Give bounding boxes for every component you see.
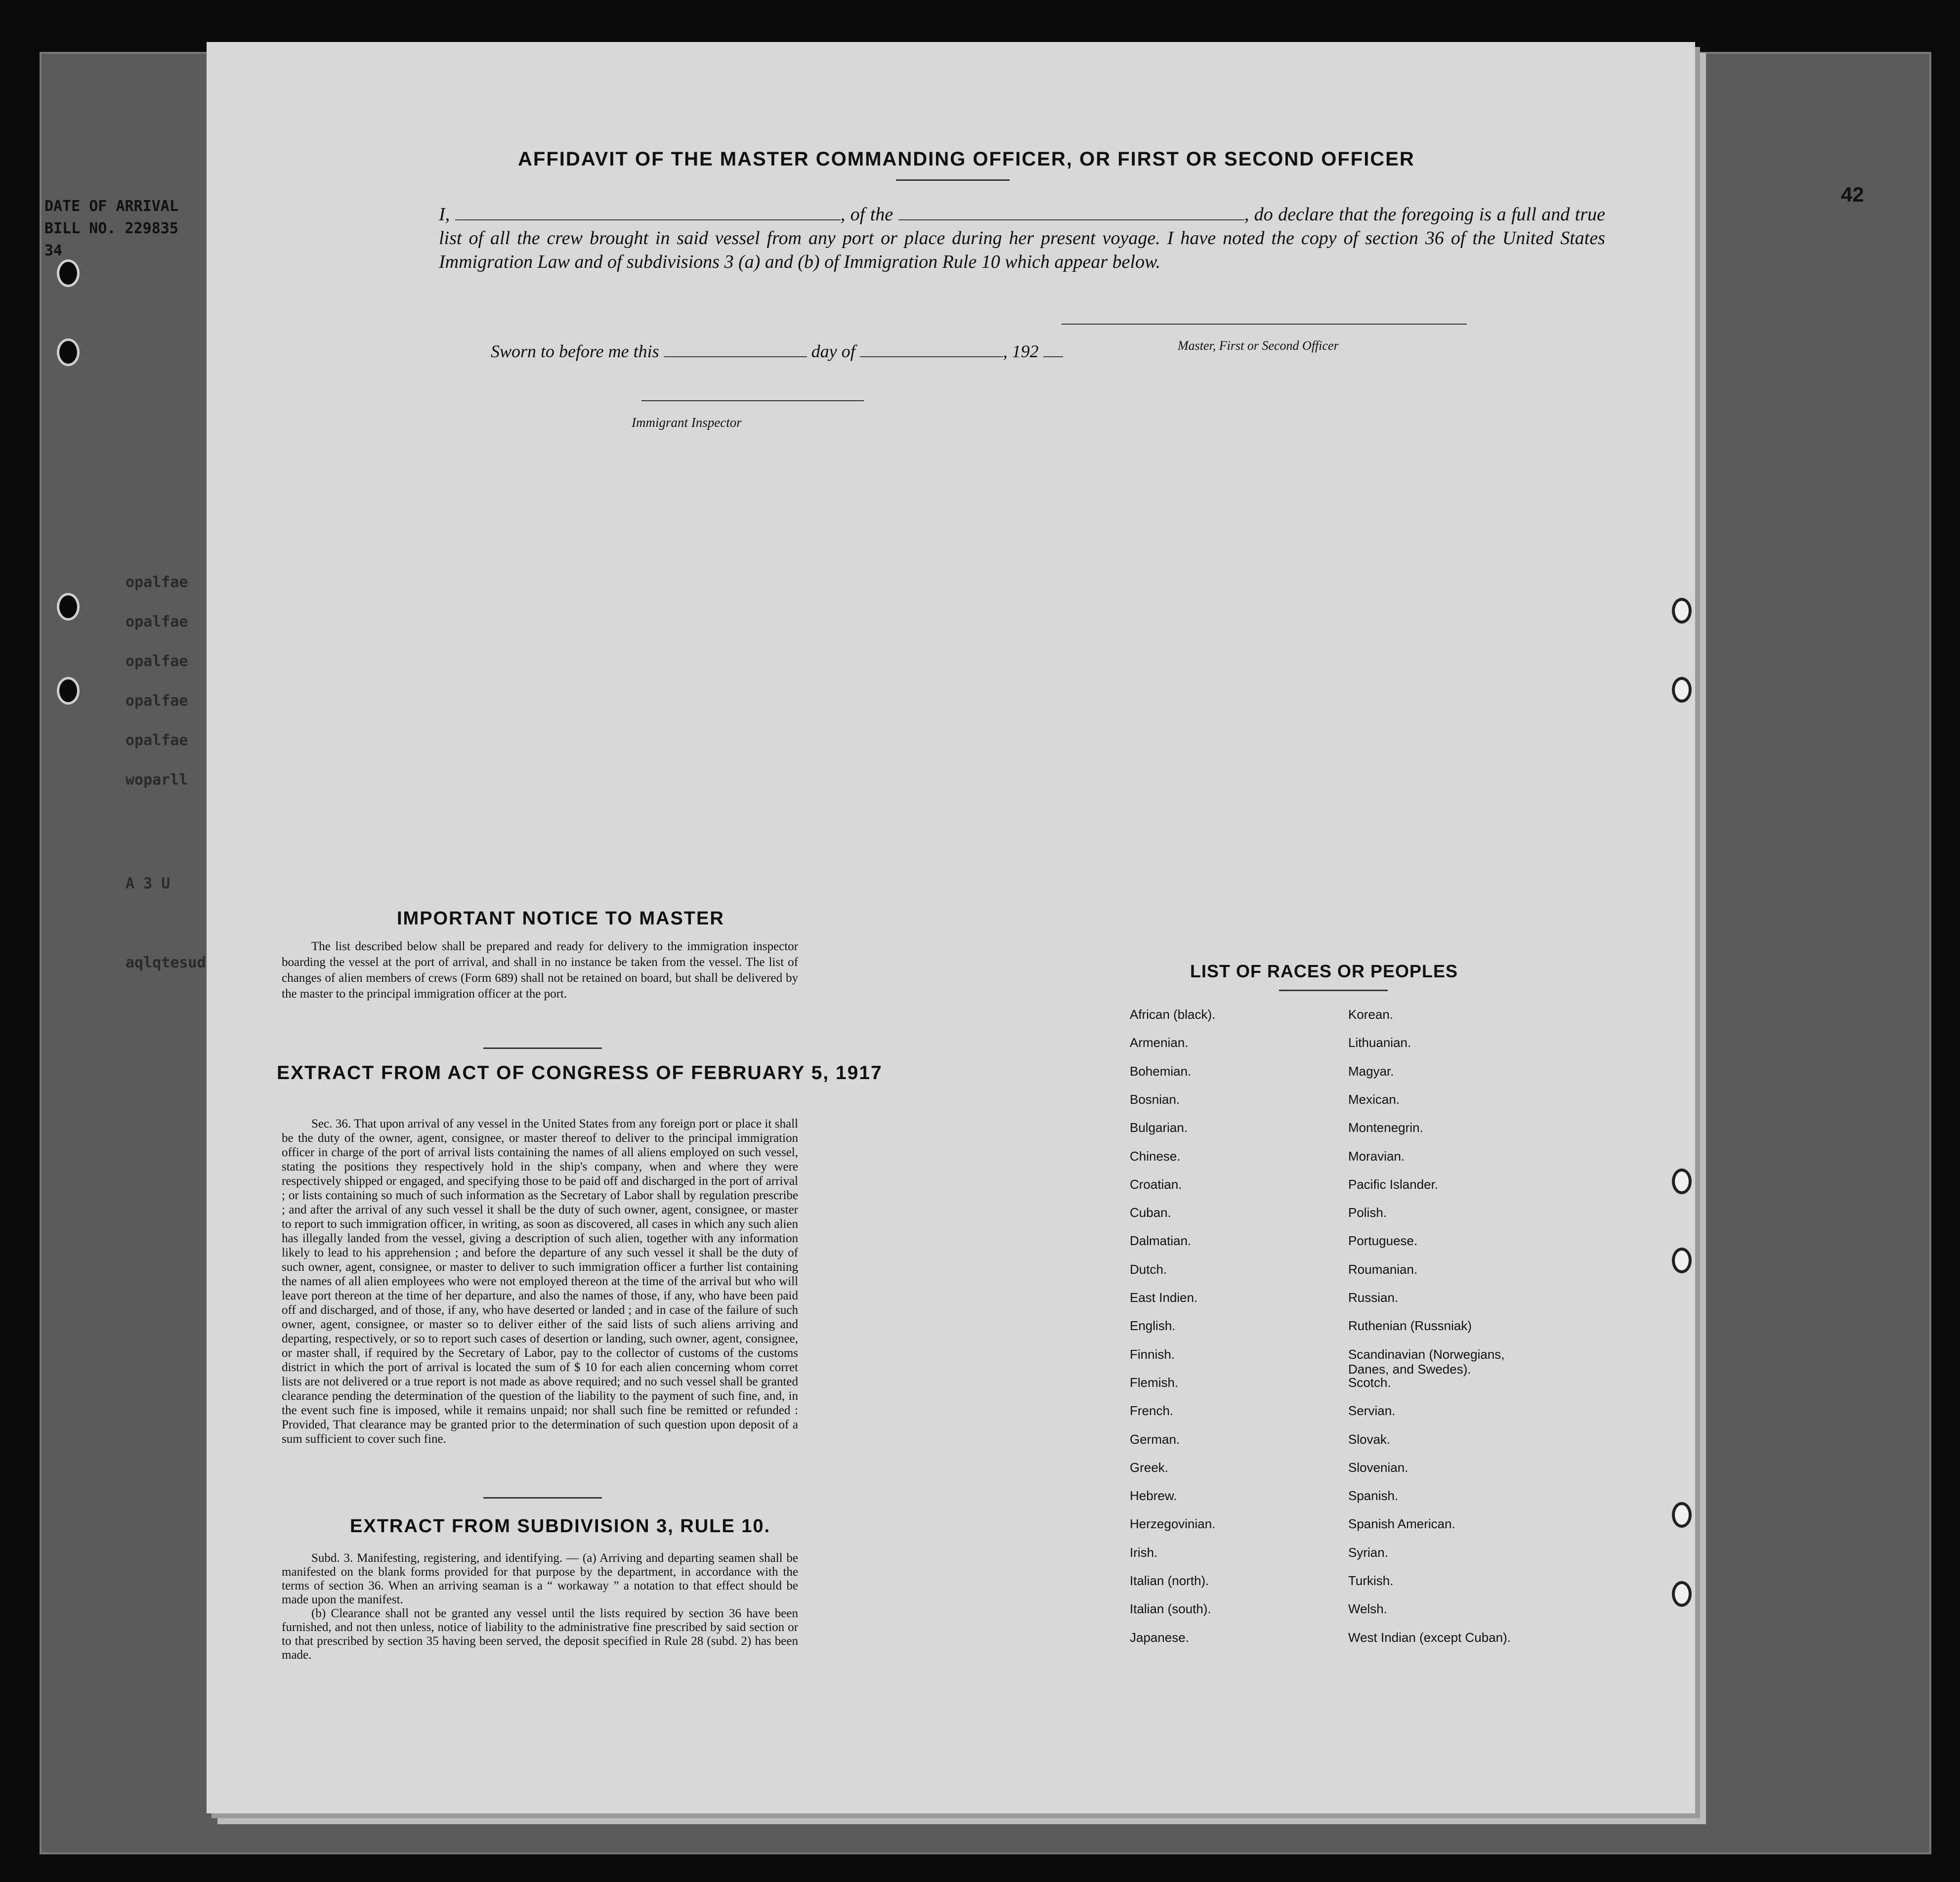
rule-title: EXTRACT FROM SUBDIVISION 3, RULE 10. <box>350 1516 771 1537</box>
race-entry: Scotch. <box>1348 1375 1391 1390</box>
binder-hole <box>1672 1248 1692 1273</box>
race-entry: Ruthenian (Russniak) <box>1348 1318 1472 1334</box>
ghost-text-line: opalfae <box>126 613 188 630</box>
ghost-text-line: aqlqtesud <box>126 954 206 971</box>
declaration-do-declare: , do declare <box>1244 204 1334 225</box>
act-text: Sec. 36. That upon arrival of any vessel in the United States from any foreign port or place it shall be the duty of the owner, agent, consignee, or master thereof to deliver to the principal immigration officer in charge of the port of arrival lists containing the names of all aliens employed on such vessel, stating the positions they respectively hold in the ship's company, when and where they were respectively shipped or engaged, and specifying those to be paid off and discharged in the port of arrival ; or lists containing so much of such information as the Secretary of Labor shall by regulation prescribe ; and after the arrival of any such vessel it shall be the duty of such owner, agent, consignee, or master to report to such immigration officer, in writing, as soon as discovered, all cases in which any such alien has illegally landed from the vessel, giving a description of such alien, together with any information likely to lead to his apprehension ; and before the departure of any such vessel it shall be the duty of such owner, agent, consignee, or master to deliver to such immigration officer a further list containing the names of all alien employees who were not employed thereon at the time of the arrival but who will leave port thereon at the time of her departure, and also the names of those, if any, who have been paid off and discharged, and of those, if any, who have deserted or landed ; and in case of the failure of such owner, agent, consignee, or master so to deliver either of the said lists of such aliens arriving and departing, respectively, or so to report such cases of desertion or landing, such owner, agent, consignee, or master shall, if required by the Secretary of Labor, pay to the collector of customs of the customs district in which the port of arrival is located the sum of $ 10 for each alien concerning whom corret lists are not delivered or a true report is not made as above required; and no such vessel shall be granted clearance pending the determination of the question of the liability to the payment of such fine, and, in the event such fine is imposed, while it remains unpaid; nor shall such fine be remitted or refunded : Provided, That clearance may be granted prior to the determination of such question upon deposit of a sum sufficient to cover such fine. <box>282 1117 798 1446</box>
race-entry: West Indian (except Cuban). <box>1348 1630 1511 1645</box>
race-entry: Polish. <box>1348 1205 1387 1220</box>
race-entry: Finnish. <box>1130 1346 1175 1362</box>
rule-paragraph-a: Subd. 3. Manifesting, registering, and identifying. — (a) Arriving and departing seamen shall be manifested on the blank forms provided for that purpose by the department, in accordance with the terms of section 36. When an arriving seaman is a “ workaway ” a notation to that effect should be made upon the manifest. <box>282 1551 798 1606</box>
race-entry: Bulgarian. <box>1130 1120 1188 1135</box>
races-title: LIST OF RACES OR PEOPLES <box>1190 961 1458 981</box>
ghost-text-line: opalfae <box>126 692 188 710</box>
affidavit-document-page <box>207 42 1695 1813</box>
binder-hole <box>1672 1169 1692 1194</box>
divider <box>896 179 1010 181</box>
year-blank <box>1043 356 1063 357</box>
name-blank <box>455 219 841 220</box>
declaration-body: that the foregoing is a full and true list of all the crew brought in said vessel from any port or place during her present voyage. I have noted the copy of section 36 of the United States Immigration Law and of subdivisions 3 (a) and (b) of Immigration Rule 10 which appear below. <box>439 204 1605 272</box>
vessel-blank <box>898 219 1244 220</box>
month-blank <box>860 356 1003 357</box>
race-entry: Slovenian. <box>1348 1460 1408 1475</box>
declaration-of-the: , of the <box>840 204 894 225</box>
binder-hole <box>1672 1502 1692 1528</box>
race-entry: Cuban. <box>1130 1205 1171 1220</box>
race-entry: Dutch. <box>1130 1261 1167 1277</box>
race-entry: Bosnian. <box>1130 1091 1180 1107</box>
divider <box>483 1497 602 1499</box>
divider <box>483 1047 602 1049</box>
signature-line <box>1062 324 1467 325</box>
race-entry: Slovak. <box>1348 1431 1391 1447</box>
inspector-label: Immigrant Inspector <box>632 415 742 430</box>
binder-hole <box>1672 677 1692 703</box>
race-entry: Dalmatian. <box>1130 1233 1192 1249</box>
race-entry: Welsh. <box>1348 1601 1387 1617</box>
race-entry: Japanese. <box>1130 1630 1189 1645</box>
notice-title: IMPORTANT NOTICE TO MASTER <box>397 908 724 929</box>
stamp-line: BILL NO. 229835 <box>44 220 178 237</box>
race-entry: Greek. <box>1130 1460 1169 1475</box>
declaration-i: I, <box>439 204 450 225</box>
binder-hole <box>57 677 80 705</box>
race-entry: Hebrew. <box>1130 1488 1177 1504</box>
ghost-text-line: opalfae <box>126 653 188 670</box>
race-entry: Mexican. <box>1348 1091 1400 1107</box>
notice-text: The list described below shall be prepared and ready for delivery to the immigration inspector boarding the vessel at the port of arrival, and shall in no instance be taken from the vessel. The list of changes of alien members of crews (Form 689) shall not be retained on board, but shall be delivered by the master to the principal immigration officer at the port. <box>282 940 798 1001</box>
race-entry: Moravian. <box>1348 1148 1405 1164</box>
race-entry: Bohemian. <box>1130 1063 1192 1079</box>
year-text: , 192 <box>1003 341 1039 361</box>
race-entry: Servian. <box>1348 1403 1396 1419</box>
race-entry: Russian. <box>1348 1290 1399 1305</box>
ghost-text-line: opalfae <box>126 574 188 591</box>
race-entry: Croatian. <box>1130 1176 1182 1192</box>
race-entry: Flemish. <box>1130 1375 1179 1390</box>
ghost-text-line: woparll <box>126 771 188 789</box>
ghost-text-column <box>126 563 206 983</box>
race-entry: East Indien. <box>1130 1290 1198 1305</box>
race-entry: Italian (north). <box>1130 1573 1209 1588</box>
race-entry: French. <box>1130 1403 1174 1419</box>
race-entry: Pacific Islander. <box>1348 1176 1439 1192</box>
rule-paragraph-b: (b) Clearance shall not be granted any vessel until the lists required by section 36 have been furnished, and not then unless, notice of liability to the administrative fine prescribed by said section or to that prescribed by section 35 having been served, the deposit specified in Rule 28 (subd. 2) has been made. <box>282 1607 798 1662</box>
race-entry: Irish. <box>1130 1545 1158 1560</box>
affidavit-heading: AFFIDAVIT OF THE MASTER COMMANDING OFFICER, OR FIRST OR SECOND OFFICER <box>518 148 1415 170</box>
master-signature-label: Master, First or Second Officer <box>1178 338 1339 353</box>
race-entry: Korean. <box>1348 1007 1394 1022</box>
day-of-text: day of <box>811 341 855 361</box>
race-entry: Spanish American. <box>1348 1516 1455 1532</box>
stamp-line: DATE OF ARRIVAL <box>44 198 178 215</box>
binder-hole <box>57 338 80 366</box>
race-entry: Syrian. <box>1348 1545 1388 1560</box>
stamp-line: 34 <box>44 242 63 259</box>
race-entry: Scandinavian (Norwegians, Danes, and Swedes). <box>1348 1346 1505 1377</box>
sworn-line <box>491 341 1063 362</box>
race-entry: Portuguese. <box>1348 1233 1418 1249</box>
race-entry: German. <box>1130 1431 1180 1447</box>
act-title: EXTRACT FROM ACT OF CONGRESS OF FEBRUARY 5, 1917 <box>277 1062 883 1084</box>
race-entry: African (black). <box>1130 1007 1216 1022</box>
sworn-before-text: Sworn to before me this <box>491 341 659 361</box>
race-entry: Magyar. <box>1348 1063 1394 1079</box>
page-number: 42 <box>1841 183 1864 206</box>
binder-hole <box>57 593 80 621</box>
race-entry: Herzegovinian. <box>1130 1516 1216 1532</box>
arrival-stamp <box>44 195 213 284</box>
race-entry: Armenian. <box>1130 1035 1189 1050</box>
declaration-text <box>439 203 1605 274</box>
rule-text-block <box>282 1551 798 1662</box>
race-entry: Spanish. <box>1348 1488 1399 1504</box>
race-entry: Italian (south). <box>1130 1601 1211 1617</box>
binder-hole <box>1672 1581 1692 1607</box>
day-blank <box>664 356 807 357</box>
race-entry: Roumanian. <box>1348 1261 1418 1277</box>
race-entry: Turkish. <box>1348 1573 1394 1588</box>
signature-line <box>641 400 864 401</box>
race-entry: Lithuanian. <box>1348 1035 1411 1050</box>
divider <box>1279 990 1388 991</box>
race-entry: Chinese. <box>1130 1148 1181 1164</box>
binder-hole <box>1672 598 1692 624</box>
race-entry: Montenegrin. <box>1348 1120 1423 1135</box>
ghost-text-line: opalfae <box>126 732 188 749</box>
ghost-text-line: A 3 U <box>126 875 170 892</box>
race-entry: English. <box>1130 1318 1176 1334</box>
